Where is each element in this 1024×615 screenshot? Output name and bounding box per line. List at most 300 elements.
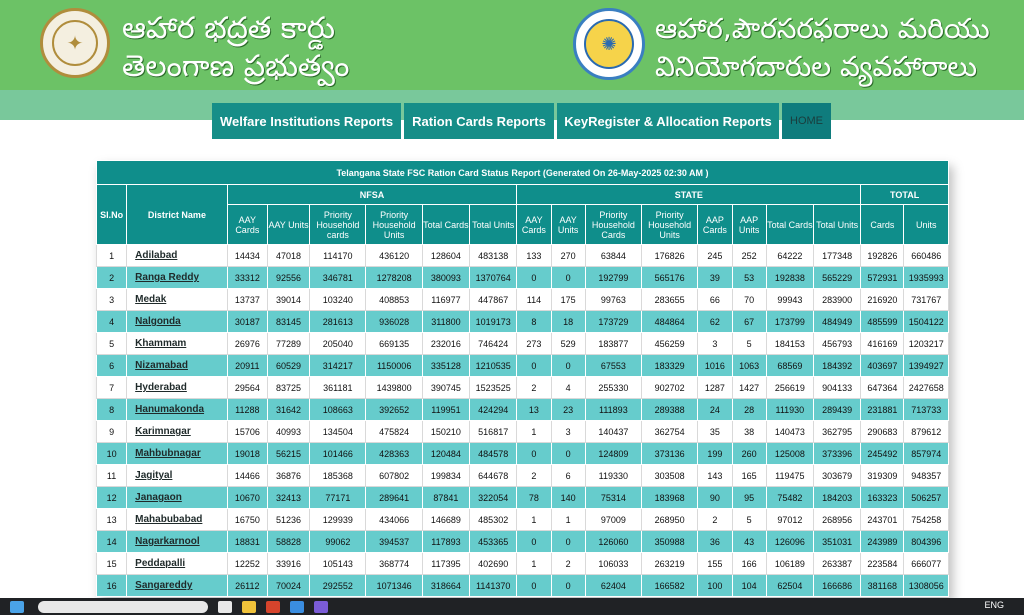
table-cell: 165 bbox=[732, 465, 766, 487]
table-cell: 105143 bbox=[310, 553, 366, 575]
table-cell: 175 bbox=[551, 289, 585, 311]
table-cell: 283655 bbox=[642, 289, 698, 311]
col-header-total-0: Cards bbox=[861, 205, 904, 245]
table-cell: 183329 bbox=[642, 355, 698, 377]
table-cell: 99943 bbox=[766, 289, 813, 311]
district-link[interactable]: Janagaon bbox=[127, 487, 228, 509]
table-title: Telangana State FSC Ration Card Status Report (Generated On 26-May-2025 02:30 AM ) bbox=[97, 161, 949, 185]
table-cell: 63844 bbox=[585, 245, 641, 267]
district-link[interactable]: Hanumakonda bbox=[127, 399, 228, 421]
header-left-title bbox=[122, 10, 349, 86]
table-cell: 126060 bbox=[585, 531, 641, 553]
table-cell: 18831 bbox=[227, 531, 267, 553]
table-cell: 350988 bbox=[642, 531, 698, 553]
table-cell: 879612 bbox=[904, 421, 949, 443]
table-cell: 1394927 bbox=[904, 355, 949, 377]
table-cell: 28 bbox=[732, 399, 766, 421]
table-cell: 143 bbox=[698, 465, 732, 487]
table-cell: 1210535 bbox=[470, 355, 517, 377]
table-row bbox=[97, 575, 949, 597]
table-cell: 392652 bbox=[366, 399, 422, 421]
chrome-icon[interactable] bbox=[266, 601, 280, 613]
nav-home[interactable]: HOME bbox=[782, 103, 831, 139]
table-cell: 104 bbox=[732, 575, 766, 597]
table-cell: 134504 bbox=[310, 421, 366, 443]
row-slno: 15 bbox=[97, 553, 127, 575]
taskbar-search-box[interactable] bbox=[38, 601, 208, 613]
table-cell: 483138 bbox=[470, 245, 517, 267]
ration-card-status-table bbox=[96, 160, 949, 597]
table-row bbox=[97, 333, 949, 355]
table-cell: 0 bbox=[551, 267, 585, 289]
table-cell: 0 bbox=[517, 531, 551, 553]
table-cell: 23 bbox=[551, 399, 585, 421]
table-cell: 111930 bbox=[766, 399, 813, 421]
table-cell: 335128 bbox=[422, 355, 469, 377]
state-emblem-icon: ✦ bbox=[40, 8, 110, 78]
table-cell: 38 bbox=[732, 421, 766, 443]
table-cell: 20911 bbox=[227, 355, 267, 377]
table-cell: 70024 bbox=[267, 575, 309, 597]
edge-icon[interactable] bbox=[290, 601, 304, 613]
table-cell: 87841 bbox=[422, 487, 469, 509]
table-cell: 223584 bbox=[861, 553, 904, 575]
table-cell: 666077 bbox=[904, 553, 949, 575]
table-cell: 14434 bbox=[227, 245, 267, 267]
table-cell: 368774 bbox=[366, 553, 422, 575]
table-cell: 1150006 bbox=[366, 355, 422, 377]
col-header-nfsa-3: Priority Household Units bbox=[366, 205, 422, 245]
table-cell: 47018 bbox=[267, 245, 309, 267]
table-cell: 2 bbox=[517, 377, 551, 399]
table-cell: 607802 bbox=[366, 465, 422, 487]
table-cell: 281613 bbox=[310, 311, 366, 333]
col-header-state-7: Total Units bbox=[813, 205, 860, 245]
district-link[interactable]: Mahbubnagar bbox=[127, 443, 228, 465]
district-link[interactable]: Nizamabad bbox=[127, 355, 228, 377]
table-cell: 114 bbox=[517, 289, 551, 311]
right-title-line2: వినియోగదారుల వ్యవహారాలు bbox=[655, 50, 978, 83]
table-cell: 67553 bbox=[585, 355, 641, 377]
table-cell: 303508 bbox=[642, 465, 698, 487]
table-cell: 56215 bbox=[267, 443, 309, 465]
group-header-state: STATE bbox=[517, 185, 861, 205]
table-cell: 292552 bbox=[310, 575, 366, 597]
left-title-line1: ఆహార భద్రత కార్డు bbox=[122, 11, 335, 46]
table-cell: 58828 bbox=[267, 531, 309, 553]
table-cell: 647364 bbox=[861, 377, 904, 399]
table-cell: 119951 bbox=[422, 399, 469, 421]
table-cell: 15706 bbox=[227, 421, 267, 443]
table-row bbox=[97, 245, 949, 267]
table-cell: 1370764 bbox=[470, 267, 517, 289]
table-cell: 77289 bbox=[267, 333, 309, 355]
table-cell: 263387 bbox=[813, 553, 860, 575]
table-cell: 3 bbox=[551, 421, 585, 443]
row-slno: 1 bbox=[97, 245, 127, 267]
table-row bbox=[97, 487, 949, 509]
table-cell: 484578 bbox=[470, 443, 517, 465]
table-cell: 51236 bbox=[267, 509, 309, 531]
table-cell: 0 bbox=[551, 531, 585, 553]
table-cell: 381168 bbox=[861, 575, 904, 597]
table-cell: 36 bbox=[698, 531, 732, 553]
table-cell: 273 bbox=[517, 333, 551, 355]
table-cell: 39014 bbox=[267, 289, 309, 311]
table-cell: 173729 bbox=[585, 311, 641, 333]
table-cell: 68569 bbox=[766, 355, 813, 377]
col-header-state-2: Priority Household Cards bbox=[585, 205, 641, 245]
table-cell: 83725 bbox=[267, 377, 309, 399]
row-slno: 3 bbox=[97, 289, 127, 311]
table-cell: 904133 bbox=[813, 377, 860, 399]
table-cell: 373136 bbox=[642, 443, 698, 465]
table-cell: 263219 bbox=[642, 553, 698, 575]
table-cell: 33916 bbox=[267, 553, 309, 575]
group-header-total: TOTAL bbox=[861, 185, 949, 205]
app-icon[interactable] bbox=[314, 601, 328, 613]
row-slno: 8 bbox=[97, 399, 127, 421]
table-cell: 4 bbox=[551, 377, 585, 399]
table-cell: 2 bbox=[698, 509, 732, 531]
table-cell: 936028 bbox=[366, 311, 422, 333]
district-link[interactable]: Karimnagar bbox=[127, 421, 228, 443]
table-cell: 1 bbox=[517, 553, 551, 575]
col-header-nfsa-0: AAY Cards bbox=[227, 205, 267, 245]
table-cell: 660486 bbox=[904, 245, 949, 267]
table-cell: 804396 bbox=[904, 531, 949, 553]
table-cell: 1141370 bbox=[470, 575, 517, 597]
table-row bbox=[97, 267, 949, 289]
row-slno: 13 bbox=[97, 509, 127, 531]
table-cell: 361181 bbox=[310, 377, 366, 399]
table-row bbox=[97, 509, 949, 531]
table-cell: 0 bbox=[551, 443, 585, 465]
table-cell: 484864 bbox=[642, 311, 698, 333]
table-cell: 183968 bbox=[642, 487, 698, 509]
row-slno: 11 bbox=[97, 465, 127, 487]
table-cell: 166582 bbox=[642, 575, 698, 597]
task-view-icon[interactable] bbox=[218, 601, 232, 613]
table-cell: 166 bbox=[732, 553, 766, 575]
row-slno: 14 bbox=[97, 531, 127, 553]
district-link[interactable]: Peddapalli bbox=[127, 553, 228, 575]
district-link[interactable]: Khammam bbox=[127, 333, 228, 355]
table-cell: 1203217 bbox=[904, 333, 949, 355]
table-cell: 108663 bbox=[310, 399, 366, 421]
table-cell: 119330 bbox=[585, 465, 641, 487]
table-cell: 199 bbox=[698, 443, 732, 465]
table-cell: 125008 bbox=[766, 443, 813, 465]
table-cell: 70 bbox=[732, 289, 766, 311]
table-cell: 416169 bbox=[861, 333, 904, 355]
col-header-nfsa-4: Total Cards bbox=[422, 205, 469, 245]
district-link[interactable]: Hyderabad bbox=[127, 377, 228, 399]
table-cell: 26976 bbox=[227, 333, 267, 355]
col-header-state-1: AAY Units bbox=[551, 205, 585, 245]
table-cell: 101466 bbox=[310, 443, 366, 465]
table-cell: 0 bbox=[517, 355, 551, 377]
left-title-line2: తెలంగాణ ప్రభుత్వం bbox=[122, 49, 350, 84]
table-cell: 289388 bbox=[642, 399, 698, 421]
table-row bbox=[97, 399, 949, 421]
table-cell: 245 bbox=[698, 245, 732, 267]
table-cell: 746424 bbox=[470, 333, 517, 355]
table-cell: 1308056 bbox=[904, 575, 949, 597]
table-cell: 173799 bbox=[766, 311, 813, 333]
department-logo-icon: ✺ bbox=[573, 8, 645, 80]
table-cell: 319309 bbox=[861, 465, 904, 487]
table-row bbox=[97, 465, 949, 487]
table-cell: 669135 bbox=[366, 333, 422, 355]
table-cell: 516817 bbox=[470, 421, 517, 443]
table-cell: 16750 bbox=[227, 509, 267, 531]
table-cell: 424294 bbox=[470, 399, 517, 421]
nav-welfare-institutions-reports[interactable]: Welfare Institutions Reports bbox=[212, 103, 401, 139]
col-header-nfsa-1: AAY Units bbox=[267, 205, 309, 245]
table-cell: 322054 bbox=[470, 487, 517, 509]
table-cell: 1016 bbox=[698, 355, 732, 377]
district-link[interactable]: Adilabad bbox=[127, 245, 228, 267]
row-slno: 5 bbox=[97, 333, 127, 355]
col-header-state-0: AAY Cards bbox=[517, 205, 551, 245]
table-cell: 270 bbox=[551, 245, 585, 267]
table-cell: 408853 bbox=[366, 289, 422, 311]
table-cell: 150210 bbox=[422, 421, 469, 443]
table-cell: 0 bbox=[517, 575, 551, 597]
table-cell: 1 bbox=[517, 421, 551, 443]
nav-keyregister-allocation-reports[interactable]: KeyRegister & Allocation Reports bbox=[557, 103, 779, 139]
table-cell: 185368 bbox=[310, 465, 366, 487]
table-row bbox=[97, 289, 949, 311]
table-cell: 475824 bbox=[366, 421, 422, 443]
table-cell: 106033 bbox=[585, 553, 641, 575]
table-cell: 1523525 bbox=[470, 377, 517, 399]
table-cell: 2427658 bbox=[904, 377, 949, 399]
table-cell: 290683 bbox=[861, 421, 904, 443]
table-cell: 231881 bbox=[861, 399, 904, 421]
row-slno: 16 bbox=[97, 575, 127, 597]
district-link[interactable]: Nalgonda bbox=[127, 311, 228, 333]
row-slno: 9 bbox=[97, 421, 127, 443]
table-cell: 75482 bbox=[766, 487, 813, 509]
table-cell: 78 bbox=[517, 487, 551, 509]
table-cell: 232016 bbox=[422, 333, 469, 355]
table-cell: 77171 bbox=[310, 487, 366, 509]
language-indicator[interactable]: ENG bbox=[984, 600, 1004, 610]
table-row bbox=[97, 443, 949, 465]
table-cell: 565176 bbox=[642, 267, 698, 289]
table-cell: 184392 bbox=[813, 355, 860, 377]
table-cell: 5 bbox=[732, 509, 766, 531]
table-cell: 11288 bbox=[227, 399, 267, 421]
table-cell: 33312 bbox=[227, 267, 267, 289]
table-cell: 184203 bbox=[813, 487, 860, 509]
district-link[interactable]: Ranga Reddy bbox=[127, 267, 228, 289]
table-cell: 92556 bbox=[267, 267, 309, 289]
table-cell: 62 bbox=[698, 311, 732, 333]
table-cell: 128604 bbox=[422, 245, 469, 267]
table-cell: 95 bbox=[732, 487, 766, 509]
table-cell: 1427 bbox=[732, 377, 766, 399]
table-cell: 713733 bbox=[904, 399, 949, 421]
table-cell: 43 bbox=[732, 531, 766, 553]
table-cell: 1019173 bbox=[470, 311, 517, 333]
table-cell: 100 bbox=[698, 575, 732, 597]
table-cell: 1063 bbox=[732, 355, 766, 377]
district-link[interactable]: Mahabubabad bbox=[127, 509, 228, 531]
table-cell: 362754 bbox=[642, 421, 698, 443]
col-header-slno: Sl.No bbox=[97, 185, 127, 245]
table-cell: 485302 bbox=[470, 509, 517, 531]
table-cell: 155 bbox=[698, 553, 732, 575]
start-icon[interactable] bbox=[10, 601, 24, 613]
table-cell: 506257 bbox=[904, 487, 949, 509]
table-cell: 0 bbox=[517, 267, 551, 289]
site-header bbox=[0, 0, 1024, 90]
district-link[interactable]: Medak bbox=[127, 289, 228, 311]
table-cell: 183877 bbox=[585, 333, 641, 355]
row-slno: 12 bbox=[97, 487, 127, 509]
table-cell: 117395 bbox=[422, 553, 469, 575]
table-row bbox=[97, 531, 949, 553]
table-cell: 60529 bbox=[267, 355, 309, 377]
table-cell: 484949 bbox=[813, 311, 860, 333]
table-cell: 572931 bbox=[861, 267, 904, 289]
row-slno: 7 bbox=[97, 377, 127, 399]
district-link[interactable]: Nagarkarnool bbox=[127, 531, 228, 553]
table-cell: 731767 bbox=[904, 289, 949, 311]
table-cell: 453365 bbox=[470, 531, 517, 553]
table-row bbox=[97, 311, 949, 333]
table-cell: 13 bbox=[517, 399, 551, 421]
table-cell: 0 bbox=[551, 355, 585, 377]
table-row bbox=[97, 553, 949, 575]
table-cell: 245492 bbox=[861, 443, 904, 465]
table-cell: 6 bbox=[551, 465, 585, 487]
table-cell: 163323 bbox=[861, 487, 904, 509]
table-cell: 303679 bbox=[813, 465, 860, 487]
table-cell: 314217 bbox=[310, 355, 366, 377]
table-cell: 243989 bbox=[861, 531, 904, 553]
table-cell: 140473 bbox=[766, 421, 813, 443]
table-cell: 184153 bbox=[766, 333, 813, 355]
table-cell: 66 bbox=[698, 289, 732, 311]
table-cell: 106189 bbox=[766, 553, 813, 575]
nav-ration-cards-reports[interactable]: Ration Cards Reports bbox=[404, 103, 554, 139]
table-cell: 283900 bbox=[813, 289, 860, 311]
row-slno: 10 bbox=[97, 443, 127, 465]
table-cell: 62404 bbox=[585, 575, 641, 597]
table-cell: 36876 bbox=[267, 465, 309, 487]
table-cell: 485599 bbox=[861, 311, 904, 333]
table-cell: 31642 bbox=[267, 399, 309, 421]
table-cell: 35 bbox=[698, 421, 732, 443]
table-cell: 447867 bbox=[470, 289, 517, 311]
table-cell: 289439 bbox=[813, 399, 860, 421]
table-cell: 948357 bbox=[904, 465, 949, 487]
table-cell: 10670 bbox=[227, 487, 267, 509]
report-table-container bbox=[96, 160, 949, 597]
district-link[interactable]: Jagityal bbox=[127, 465, 228, 487]
col-header-nfsa-5: Total Units bbox=[470, 205, 517, 245]
folder-icon[interactable] bbox=[242, 601, 256, 613]
table-cell: 199834 bbox=[422, 465, 469, 487]
table-cell: 394537 bbox=[366, 531, 422, 553]
table-cell: 902702 bbox=[642, 377, 698, 399]
table-cell: 129939 bbox=[310, 509, 366, 531]
table-cell: 434066 bbox=[366, 509, 422, 531]
table-cell: 857974 bbox=[904, 443, 949, 465]
table-cell: 53 bbox=[732, 267, 766, 289]
table-cell: 456793 bbox=[813, 333, 860, 355]
table-cell: 2 bbox=[517, 465, 551, 487]
os-taskbar bbox=[0, 598, 1024, 615]
table-cell: 260 bbox=[732, 443, 766, 465]
table-cell: 40993 bbox=[267, 421, 309, 443]
table-cell: 124809 bbox=[585, 443, 641, 465]
table-cell: 13737 bbox=[227, 289, 267, 311]
table-cell: 565229 bbox=[813, 267, 860, 289]
table-cell: 140437 bbox=[585, 421, 641, 443]
table-cell: 114170 bbox=[310, 245, 366, 267]
table-cell: 1439800 bbox=[366, 377, 422, 399]
table-cell: 75314 bbox=[585, 487, 641, 509]
table-row bbox=[97, 377, 949, 399]
table-cell: 311800 bbox=[422, 311, 469, 333]
table-cell: 140 bbox=[551, 487, 585, 509]
table-cell: 1504122 bbox=[904, 311, 949, 333]
table-cell: 99763 bbox=[585, 289, 641, 311]
table-cell: 97012 bbox=[766, 509, 813, 531]
table-cell: 1071346 bbox=[366, 575, 422, 597]
col-header-state-6: Total Cards bbox=[766, 205, 813, 245]
table-cell: 754258 bbox=[904, 509, 949, 531]
table-cell: 216920 bbox=[861, 289, 904, 311]
row-slno: 6 bbox=[97, 355, 127, 377]
table-cell: 12252 bbox=[227, 553, 267, 575]
table-cell: 1287 bbox=[698, 377, 732, 399]
table-cell: 83145 bbox=[267, 311, 309, 333]
col-header-state-3: Priority Household Units bbox=[642, 205, 698, 245]
table-cell: 2 bbox=[551, 553, 585, 575]
table-cell: 8 bbox=[517, 311, 551, 333]
table-cell: 67 bbox=[732, 311, 766, 333]
table-cell: 373396 bbox=[813, 443, 860, 465]
table-cell: 318664 bbox=[422, 575, 469, 597]
table-cell: 456259 bbox=[642, 333, 698, 355]
table-cell: 268956 bbox=[813, 509, 860, 531]
table-cell: 32413 bbox=[267, 487, 309, 509]
district-link[interactable]: Sangareddy bbox=[127, 575, 228, 597]
table-cell: 120484 bbox=[422, 443, 469, 465]
table-cell: 255330 bbox=[585, 377, 641, 399]
col-header-district: District Name bbox=[127, 185, 228, 245]
table-cell: 126096 bbox=[766, 531, 813, 553]
table-cell: 403697 bbox=[861, 355, 904, 377]
table-cell: 192799 bbox=[585, 267, 641, 289]
table-cell: 64222 bbox=[766, 245, 813, 267]
table-cell: 18 bbox=[551, 311, 585, 333]
table-cell: 0 bbox=[517, 443, 551, 465]
table-cell: 24 bbox=[698, 399, 732, 421]
table-cell: 390745 bbox=[422, 377, 469, 399]
col-header-state-5: AAP Units bbox=[732, 205, 766, 245]
group-header-nfsa: NFSA bbox=[227, 185, 517, 205]
col-header-state-4: AAP Cards bbox=[698, 205, 732, 245]
table-cell: 346781 bbox=[310, 267, 366, 289]
table-cell: 99062 bbox=[310, 531, 366, 553]
